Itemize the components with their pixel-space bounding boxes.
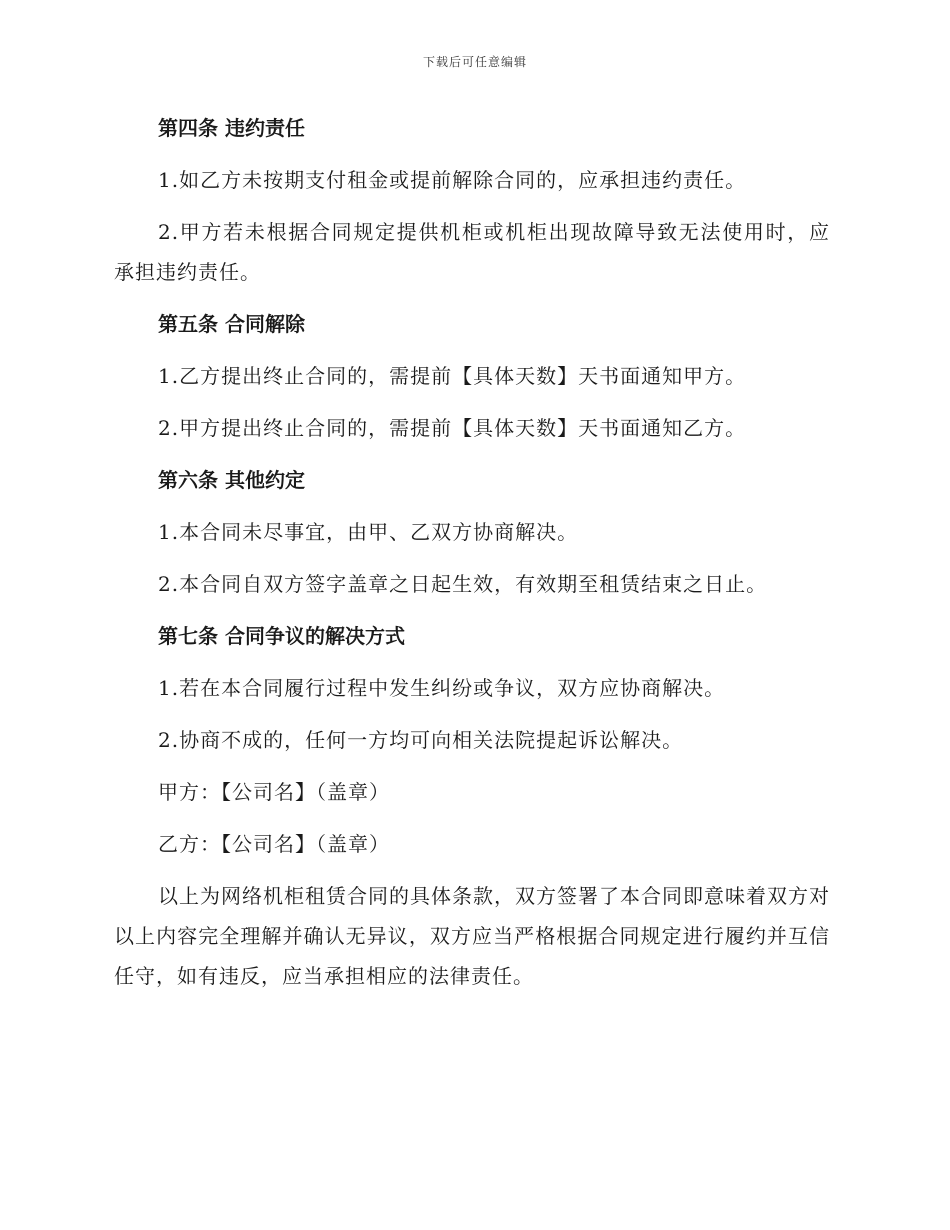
clause-paragraph: 1.本合同未尽事宜，由甲、乙双方协商解决。 <box>158 520 579 544</box>
section-heading: 第五条 合同解除 <box>158 312 305 336</box>
document-body <box>114 108 830 996</box>
closing-paragraph: 以上为网络机柜租赁合同的具体条款，双方签署了本合同即意味着双方对以上内容完全理解并确认无异议，双方应当严格根据合同规定进行履约并互信任守，如有违反，应当承担相应的法律责任。 <box>114 884 830 988</box>
clause-paragraph: 1.乙方提出终止合同的，需提前【具体天数】天书面通知甲方。 <box>158 364 747 388</box>
party-b-signature: 乙方：【公司名】（盖章） <box>158 832 390 856</box>
clause-paragraph: 2.甲方若未根据合同规定提供机柜或机柜出现故障导致无法使用时，应承担违约责任。 <box>114 220 830 284</box>
section-other-agreements <box>114 460 830 616</box>
section-heading: 第七条 合同争议的解决方式 <box>158 624 405 648</box>
clause-paragraph: 2.甲方提出终止合同的，需提前【具体天数】天书面通知乙方。 <box>158 416 747 440</box>
clause-paragraph: 2.本合同自双方签字盖章之日起生效，有效期至租赁结束之日止。 <box>158 572 768 596</box>
section-contract-termination <box>114 304 830 460</box>
signature-block <box>114 772 830 876</box>
section-heading: 第四条 违约责任 <box>158 116 305 140</box>
section-breach-liability <box>114 108 830 304</box>
page-header: 下载后可任意编辑 <box>422 55 527 69</box>
section-dispute-resolution <box>114 616 830 772</box>
clause-paragraph: 1.如乙方未按期支付租金或提前解除合同的，应承担违约责任。 <box>158 168 747 192</box>
clause-paragraph: 1.若在本合同履行过程中发生纠纷或争议，双方应协商解决。 <box>158 676 726 700</box>
section-heading: 第六条 其他约定 <box>158 468 305 492</box>
clause-paragraph: 2.协商不成的，任何一方均可向相关法院提起诉讼解决。 <box>158 728 684 752</box>
party-a-signature: 甲方：【公司名】（盖章） <box>158 780 390 804</box>
